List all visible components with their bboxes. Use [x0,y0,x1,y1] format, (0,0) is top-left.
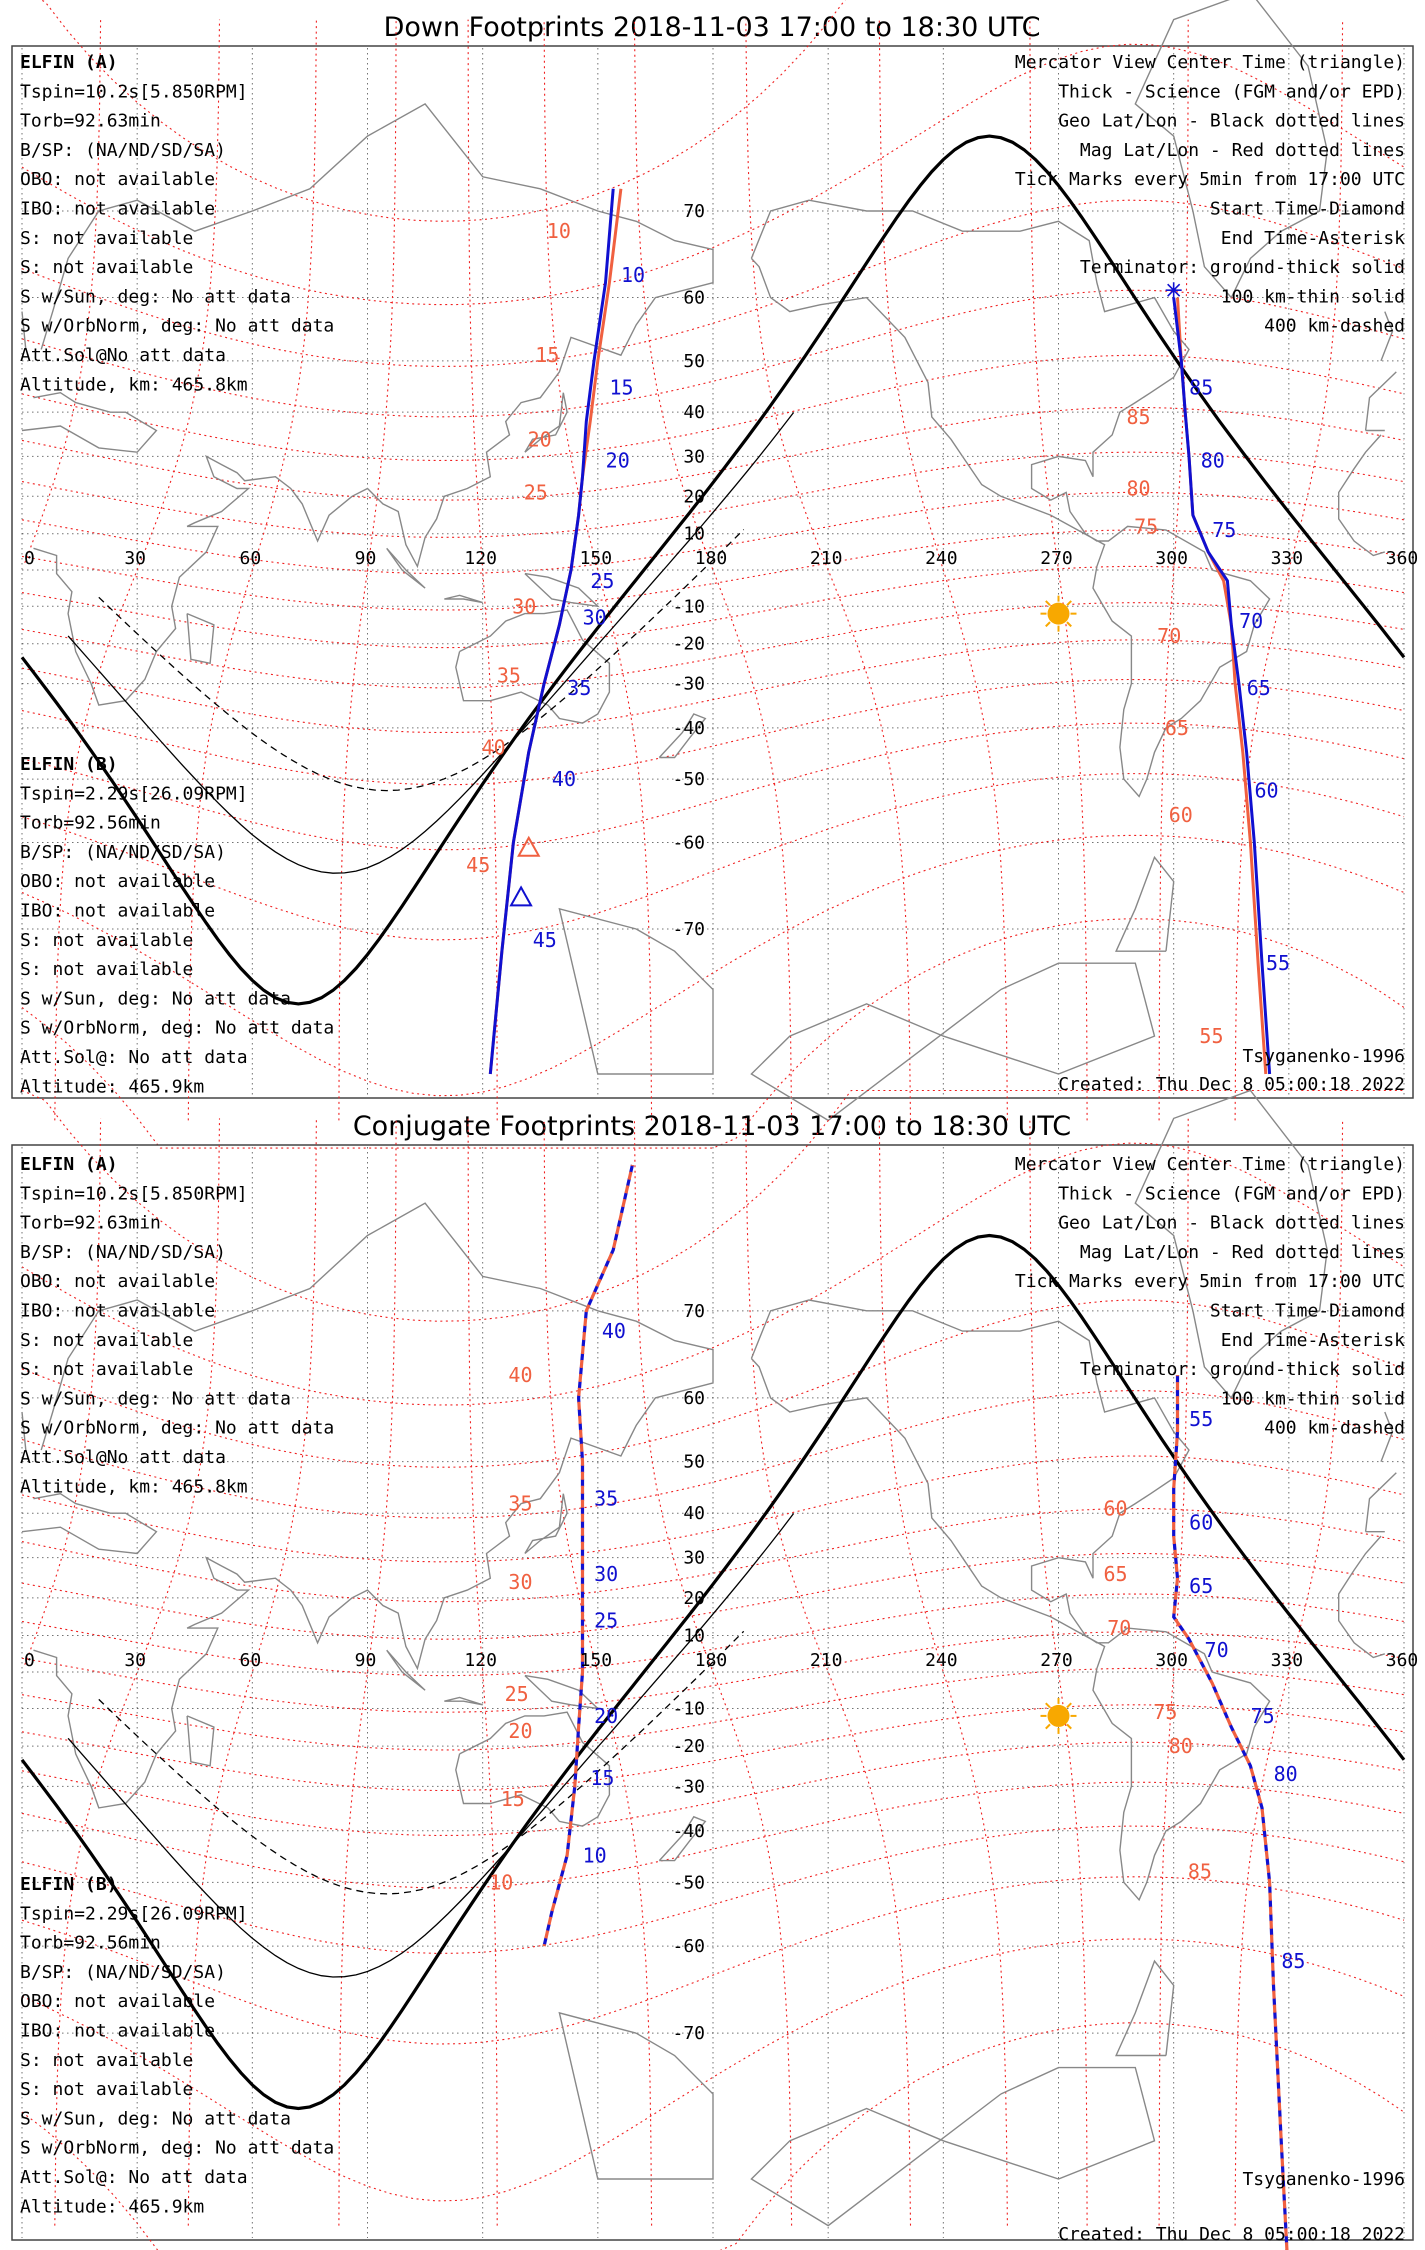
sun-icon [1041,596,1077,632]
lon-label: 330 [1270,548,1304,569]
legend-line: 100 km-thin solid [1220,286,1405,308]
elfin-a-tick-label: 30 [582,605,607,630]
end-time-asterisk [1166,282,1182,298]
legend-line: Thick - Science (FGM and/or EPD) [1058,81,1405,103]
elfin-a-info-line: S w/Sun, deg: No att data [20,286,291,308]
elfin-b-tick-label: 20 [527,427,552,452]
elfin-b-info-line: OBO: not available [20,871,216,893]
elfin-a-tick-label: 25 [590,568,615,593]
elfin-a-tick-label: 80 [1273,1761,1298,1786]
created-label: Created: Thu Dec 8 05:00:18 2022 [1058,1074,1405,1095]
legend-line: Terminator: ground-thick solid [1079,1359,1405,1381]
elfin-b-tick-label: 40 [508,1363,533,1388]
elfin-b-tick-label: 25 [523,480,548,505]
legend-line: Mercator View Center Time (triangle) [1014,52,1405,73]
legend-line: Geo Lat/Lon - Black dotted lines [1058,1212,1405,1234]
elfin-b-tick-label: 10 [546,219,571,244]
model-label: Tsyganenko-1996 [1242,2169,1405,2190]
legend-line: Start Time-Diamond [1209,198,1405,220]
legend-line: Geo Lat/Lon - Black dotted lines [1058,110,1405,132]
elfin-b-tick-label: 25 [504,1681,529,1706]
lat-label: 40 [683,1503,705,1525]
elfin-b-info-line: S w/OrbNorm, deg: No att data [20,1017,335,1039]
lon-label: 240 [925,1650,958,1671]
elfin-a-info-line: Torb=92.63min [20,1212,161,1234]
elfin-b-tick-label: 10 [489,1870,514,1895]
elfin-a-tick-label: 75 [1250,1703,1275,1728]
elfin-b-tick-label: 40 [481,735,506,760]
legend-line: Tick Marks every 5min from 17:00 UTC [1014,1271,1405,1293]
elfin-b-tick-label: 75 [1134,514,1159,539]
lon-label: 240 [925,548,958,569]
legend-line: Mag Lat/Lon - Red dotted lines [1079,1241,1405,1263]
lat-label: 20 [683,486,705,508]
elfin-b-tick-label: 30 [512,594,537,619]
lat-label: 20 [683,1587,705,1609]
elfin-a-info-line: Altitude, km: 465.8km [20,374,248,396]
elfin-a-tick-label: 60 [1189,1510,1214,1535]
lon-label: 30 [124,548,147,569]
elfin-b-tick-label: 65 [1103,1562,1128,1587]
elfin-a-tick-label: 85 [1189,375,1214,400]
lat-label: 50 [683,1451,705,1473]
lat-label: -40 [672,1820,705,1842]
lon-label: 270 [1040,1650,1073,1671]
lon-label: 90 [354,548,377,569]
elfin-b-tick-label: 60 [1168,803,1193,828]
elfin-a-info-line: Torb=92.63min [20,110,161,132]
elfin-b-tick-label: 20 [508,1718,533,1743]
lon-label: 60 [239,1650,262,1671]
lon-label: 90 [354,1650,377,1671]
elfin-b-info-line: Altitude: 465.9km [20,2196,205,2218]
elfin-a-info-line: IBO: not available [20,1300,216,1322]
elfin-b-tick-label: 35 [508,1491,533,1516]
elfin-b-tick-label: 80 [1126,476,1151,501]
legend-line: 100 km-thin solid [1220,1388,1405,1410]
elfin-a-tick-label: 25 [594,1608,619,1633]
elfin-b-info-line: S: not available [20,2049,194,2071]
elfin-a-info-line: OBO: not available [20,169,216,191]
elfin-b-info-line: Tspin=2.29s[26.09RPM] [20,1903,248,1925]
elfin-b-info-line: S: not available [20,929,194,951]
sun-disc [1048,603,1070,625]
elfin-b-tick-label: 75 [1153,1700,1178,1725]
elfin-a-tick-label: 40 [601,1319,626,1344]
elfin-a-info-line: S: not available [20,1359,194,1381]
elfin-a-info-line: Att.Sol@No att data [20,1447,226,1468]
elfin-b-info-line: Torb=92.56min [20,1932,161,1954]
elfin-b-tick-label: 30 [508,1570,533,1595]
elfin-a-info-line: S w/OrbNorm, deg: No att data [20,315,335,337]
elfin-a-tick-label: 75 [1212,518,1237,543]
legend-line: Start Time-Diamond [1209,1300,1405,1322]
lon-label: 300 [1155,1650,1188,1671]
elfin-a-tick-label: 35 [594,1486,619,1511]
panel-title: Down Footprints 2018-11-03 17:00 to 18:30 UTC [383,12,1041,43]
legend-line: Thick - Science (FGM and/or EPD) [1058,1183,1405,1205]
elfin-b-info-line: S w/OrbNorm, deg: No att data [20,2137,335,2159]
elfin-a-tick-label: 55 [1189,1406,1214,1431]
legend-line: End Time-Asterisk [1220,1329,1405,1351]
elfin-b-tick-label: 85 [1187,1859,1212,1884]
elfin-b-tick-label: 15 [500,1787,525,1812]
elfin-a-tick-label: 65 [1189,1574,1214,1599]
lat-label: -50 [672,769,705,791]
lon-label: 210 [809,1650,843,1671]
lon-label: 180 [694,1650,728,1671]
elfin-a-tick-label: 65 [1246,675,1271,700]
lat-label: -40 [672,717,705,739]
elfin-b-info-line: Att.Sol@: No att data [20,2167,248,2188]
elfin-b-info-line: S: not available [20,959,194,981]
elfin-a-name: ELFIN (A) [20,52,118,73]
elfin-a-tick-label: 80 [1200,448,1225,473]
elfin-a-info-line: S w/Sun, deg: No att data [20,1388,291,1410]
elfin-a-tick-label: 10 [582,1843,607,1868]
elfin-b-info-line: IBO: not available [20,900,216,922]
elfin-b-tick-label: 15 [535,343,560,368]
elfin-b-info-line: B/SP: (NA/ND/SD/SA) [20,1961,226,1983]
lat-label: -20 [672,1736,705,1758]
elfin-a-info-line: Altitude, km: 465.8km [20,1476,248,1498]
elfin-a-tick-label: 10 [621,262,646,287]
lon-label: 120 [464,548,497,569]
elfin-a-info-line: B/SP: (NA/ND/SD/SA) [20,139,226,161]
lon-label: 150 [579,548,613,569]
elfin-a-info-line: S: not available [20,1329,194,1351]
elfin-b-info-line: IBO: not available [20,2020,216,2042]
lat-label: 40 [683,402,705,424]
elfin-b-tick-label: 70 [1107,1616,1132,1641]
lon-label: 270 [1040,548,1073,569]
lat-label: -50 [672,1872,705,1894]
legend-line: Terminator: ground-thick solid [1079,257,1405,279]
lat-label: 10 [683,1625,705,1647]
elfin-a-tick-label: 45 [532,927,557,952]
legend-line: 400 km-dashed [1264,315,1405,337]
lat-label: -20 [672,633,705,655]
elfin-a-tick-label: 20 [605,448,630,473]
lat-label: 70 [683,1300,705,1322]
elfin-a-info-line: S w/OrbNorm, deg: No att data [20,1417,335,1439]
elfin-a-tick-label: 55 [1265,951,1291,976]
elfin-a-tick-label: 70 [1204,1638,1229,1663]
elfin-b-info-line: Altitude: 465.9km [20,1076,205,1098]
legend-line: Mercator View Center Time (triangle) [1014,1154,1405,1175]
lat-label: -10 [672,1698,705,1720]
elfin-a-tick-label: 35 [567,675,592,700]
lat-label: 10 [683,523,705,545]
lon-label: 30 [124,1650,147,1671]
lat-label: -60 [672,832,705,854]
lon-label: 300 [1155,548,1188,569]
elfin-a-tick-label: 15 [609,375,634,400]
elfin-b-tick-label: 80 [1168,1734,1193,1759]
elfin-b-info-line: S: not available [20,2079,194,2101]
elfin-b-name: ELFIN (B) [20,1874,118,1895]
lat-label: -70 [672,919,705,941]
panel-title: Conjugate Footprints 2018-11-03 17:00 to 18:30 UTC [352,1111,1072,1142]
lat-label: -30 [672,673,705,695]
lon-label: 0 [24,548,35,569]
elfin-a-info-line: Tspin=10.2s[5.850RPM] [20,81,248,103]
lat-label: 60 [683,1387,705,1409]
lat-label: -60 [672,1936,705,1958]
lon-label: 120 [464,1650,497,1671]
elfin-a-info-line: S: not available [20,227,194,249]
lon-label: 360 [1385,548,1419,569]
elfin-b-tick-label: 65 [1164,715,1189,740]
elfin-b-tick-label: 55 [1199,1024,1224,1049]
sun-icon [1041,1698,1077,1734]
elfin-a-name: ELFIN (A) [20,1154,118,1175]
lon-label: 180 [694,548,728,569]
elfin-a-info-line: IBO: not available [20,198,216,220]
legend-line: 400 km-dashed [1264,1417,1405,1439]
elfin-b-tick-label: 35 [496,663,521,688]
lat-label: -30 [672,1776,705,1798]
elfin-a-info-line: S: not available [20,257,194,279]
elfin-b-name: ELFIN (B) [20,754,118,775]
elfin-b-info-line: B/SP: (NA/ND/SD/SA) [20,841,226,863]
elfin-a-tick-label: 20 [594,1703,619,1728]
elfin-b-info-line: Att.Sol@: No att data [20,1047,248,1068]
elfin-b-info-line: S w/Sun, deg: No att data [20,2108,291,2130]
elfin-b-tick-label: 70 [1157,624,1182,649]
lat-label: 70 [683,200,705,222]
lat-label: 30 [683,1547,705,1569]
elfin-b-info-line: Tspin=2.29s[26.09RPM] [20,783,248,805]
elfin-a-info-line: Tspin=10.2s[5.850RPM] [20,1183,248,1205]
elfin-a-info-line: B/SP: (NA/ND/SD/SA) [20,1241,226,1263]
elfin-a-tick-label: 40 [551,767,577,792]
legend-line: Mag Lat/Lon - Red dotted lines [1079,139,1405,161]
lat-label: -70 [672,2023,705,2045]
lon-label: 210 [809,548,843,569]
elfin-b-info-line: Torb=92.56min [20,812,161,834]
elfin-a-tick-label: 15 [590,1766,615,1791]
lat-label: 30 [683,446,705,468]
lon-label: 360 [1385,1650,1419,1671]
elfin-a-tick-label: 85 [1281,1949,1306,1974]
lon-label: 330 [1270,1650,1304,1671]
elfin-a-tick-label: 70 [1239,609,1264,634]
sun-disc [1048,1705,1070,1727]
lat-label: 60 [683,287,705,309]
legend-line: End Time-Asterisk [1220,227,1405,249]
elfin-a-info-line: Att.Sol@No att data [20,345,226,366]
elfin-b-tick-label: 60 [1103,1496,1128,1521]
created-label: Created: Thu Dec 8 05:00:18 2022 [1058,2224,1405,2245]
lon-label: 60 [239,548,262,569]
elfin-a-tick-label: 60 [1254,778,1279,803]
legend-line: Tick Marks every 5min from 17:00 UTC [1014,169,1405,191]
lon-label: 0 [24,1650,35,1671]
elfin-a-info-line: OBO: not available [20,1271,216,1293]
model-label: Tsyganenko-1996 [1242,1046,1405,1067]
elfin-b-tick-label: 45 [466,853,491,878]
elfin-b-tick-label: 85 [1126,404,1151,429]
lat-label: -10 [672,596,705,618]
elfin-b-info-line: S w/Sun, deg: No att data [20,988,291,1010]
elfin-b-info-line: OBO: not available [20,1991,216,2013]
elfin-a-tick-label: 30 [594,1562,619,1587]
lon-label: 150 [579,1650,613,1671]
lat-label: 50 [683,350,705,372]
